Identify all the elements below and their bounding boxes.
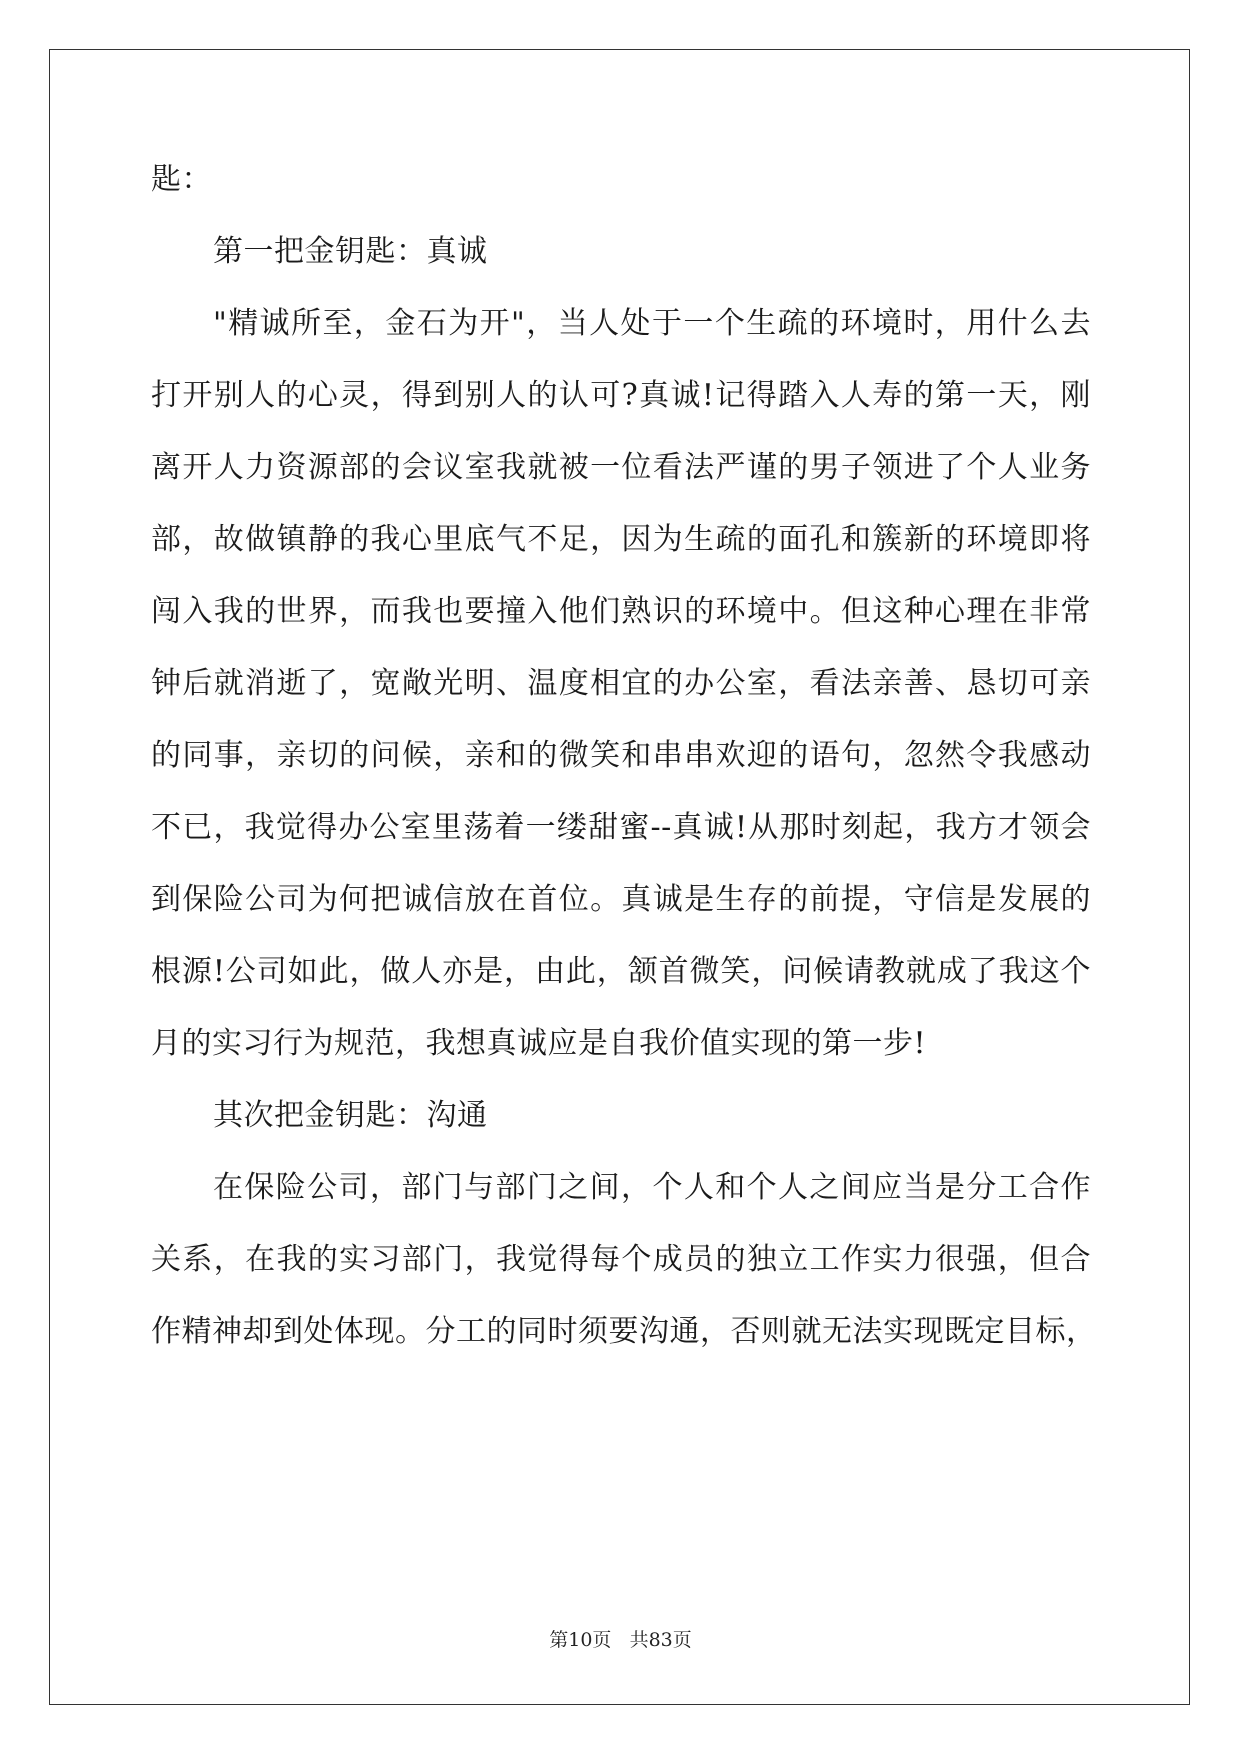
text-line: 的同事，亲切的问候，亲和的微笑和串串欢迎的语句，忽然令我感动: [151, 738, 1091, 773]
text-line: 关系，在我的实习部门，我觉得每个成员的独立工作实力很强，但合: [151, 1242, 1091, 1277]
text-line: 钟后就消逝了，宽敞光明、温度相宜的办公室，看法亲善、恳切可亲: [151, 666, 1091, 701]
page-prefix: 第: [549, 1629, 569, 1651]
text-line: 到保险公司为何把诚信放在首位。真诚是生存的前提，守信是发展的: [151, 882, 1091, 917]
text-line: 作精神却到处体现。分工的同时须要沟通，否则就无法实现既定目标，: [151, 1314, 1097, 1349]
text-line: 根源!公司如此，做人亦是，由此，颔首微笑，问候请教就成了我这个: [151, 954, 1091, 989]
page-border: [49, 49, 1190, 1705]
text-line: 离开人力资源部的会议室我就被一位看法严谨的男子领进了个人业务: [151, 450, 1091, 485]
section-heading: 第一把金钥匙：真诚: [213, 234, 488, 269]
total-pages: 83: [648, 1629, 673, 1651]
total-suffix: 页: [672, 1629, 692, 1651]
page-suffix: 页: [592, 1629, 612, 1651]
page-footer: [0, 1628, 1241, 1652]
page-number: 10: [568, 1629, 593, 1651]
text-line: 闯入我的世界，而我也要撞入他们熟识的环境中。但这种心理在非常: [151, 594, 1091, 629]
total-prefix: 共: [629, 1629, 649, 1651]
text-line: 打开别人的心灵，得到别人的认可?真诚!记得踏入人寿的第一天，刚: [151, 378, 1091, 413]
text-line: 匙：: [151, 162, 212, 197]
section-heading: 其次把金钥匙：沟通: [213, 1098, 488, 1133]
text-line: "精诚所至，金石为开"，当人处于一个生疏的环境时，用什么去: [213, 306, 1091, 341]
text-line: 月的实习行为规范，我想真诚应是自我价值实现的第一步!: [151, 1026, 927, 1061]
text-line: 在保险公司，部门与部门之间，个人和个人之间应当是分工合作: [213, 1170, 1091, 1205]
text-line: 不已，我觉得办公室里荡着一缕甜蜜--真诚!从那时刻起，我方才领会: [151, 810, 1091, 845]
text-line: 部，故做镇静的我心里底气不足，因为生疏的面孔和簇新的环境即将: [151, 522, 1091, 557]
